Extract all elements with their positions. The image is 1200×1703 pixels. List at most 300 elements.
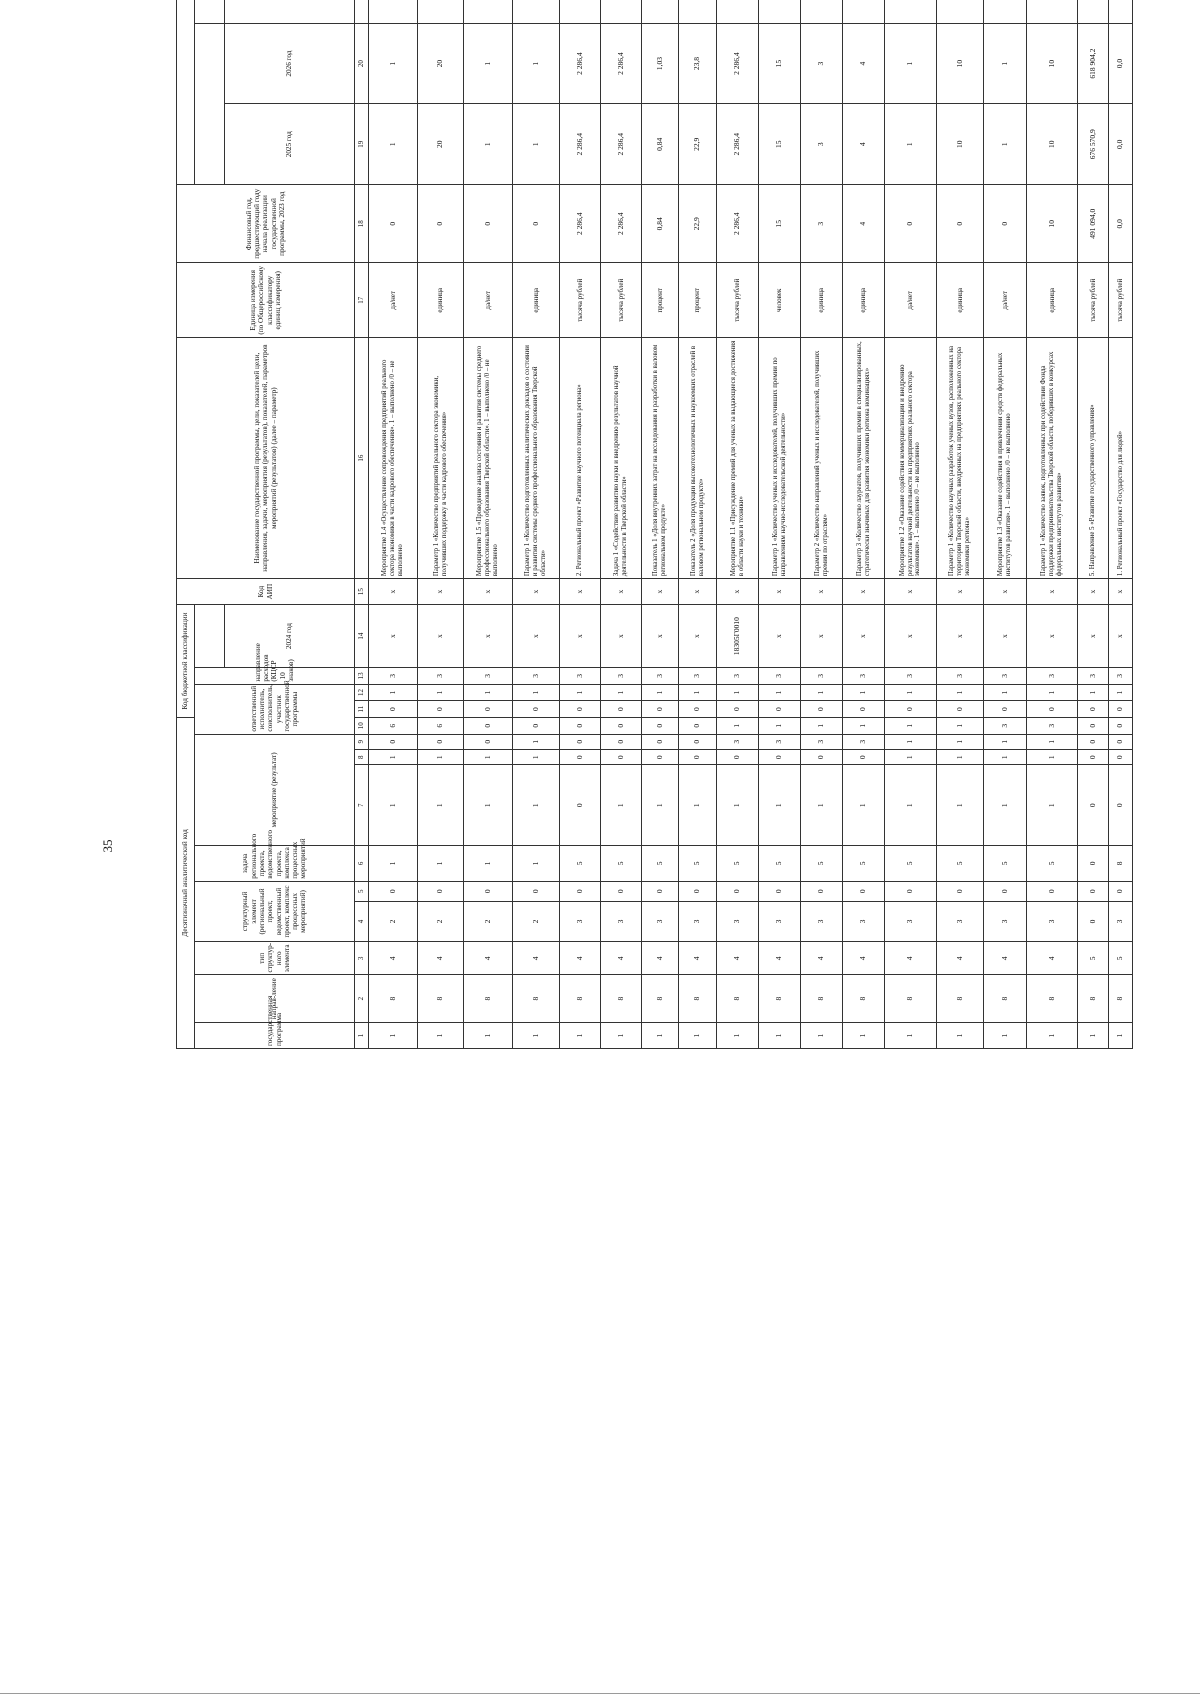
code-cell: 0 — [1109, 765, 1133, 846]
row-name-cell: 2. Региональный проект «Развитие научного потенциала региона» — [560, 338, 601, 579]
code-cell: 3 — [937, 668, 984, 685]
code-cell: 3 — [1027, 717, 1078, 734]
year-value-cell: 1 — [513, 23, 560, 104]
code-cell: 0 — [513, 881, 560, 901]
column-index-cell: 4 — [355, 901, 369, 941]
code-cell: 4 — [601, 942, 642, 975]
code-cell: 0 — [1109, 701, 1133, 718]
code-cell: 0 — [642, 734, 679, 749]
column-index-cell: 1 — [355, 1022, 369, 1048]
code-cell: 0 — [601, 750, 642, 765]
code-cell: 1 — [937, 717, 984, 734]
year-value-cell — [642, 0, 679, 23]
code-cell: 4 — [560, 942, 601, 975]
code-cell: x — [937, 579, 984, 605]
code-cell: 0 — [885, 701, 937, 718]
code-cell: 8 — [679, 975, 717, 1022]
table-row — [984, 0, 1027, 1049]
code-cell: 0 — [679, 701, 717, 718]
code-cell: 3 — [885, 668, 937, 685]
code-cell: 5 — [885, 846, 937, 882]
year-value-cell — [885, 0, 937, 23]
code-cell: x — [1078, 579, 1109, 605]
code-cell: 1 — [717, 765, 759, 846]
row-name-cell: Мероприятие 1.4 «Осуществление сопровождения предприятий реального сектора экономики в части кадрового обеспечения». 1 – выполнено /0 – не выполнено — [369, 338, 418, 579]
base-year-cell: 491 094,0 — [1078, 185, 1109, 263]
code-cell: 1 — [1109, 684, 1133, 701]
code-cell: 0 — [513, 701, 560, 718]
year-value-cell — [418, 0, 464, 23]
year-value-cell: 0,0 — [1109, 23, 1133, 104]
column-index-cell — [355, 0, 369, 23]
year-value-cell: 1 — [464, 23, 513, 104]
analytic-code-header: Десятизначный аналитический код — [177, 717, 195, 1048]
column-index-cell: 8 — [355, 750, 369, 765]
code-cell: 3 — [1109, 901, 1133, 941]
code-cell: 1 — [937, 765, 984, 846]
column-index-cell: 16 — [355, 338, 369, 579]
code-cell: 0 — [801, 881, 843, 901]
code-cell: 18305Г0010 — [717, 605, 759, 668]
code-cell: 3 — [1078, 668, 1109, 685]
code-cell: 1 — [885, 734, 937, 749]
code-cell: 5 — [642, 846, 679, 882]
year-value-cell: 618 904,2 — [1078, 23, 1109, 104]
row-name-cell: Параметр 1 «Количество предприятий реального сектора экономики, получивших поддержку в части кадрового обеспечения» — [418, 338, 464, 579]
code-cell: 1 — [560, 684, 601, 701]
unit-cell: единица — [843, 263, 885, 338]
base-year-header: Финансовый год, предшествующий году начала реализации государственной программы, 2023 год — [177, 185, 355, 263]
unit-cell: тысяча рублей — [717, 263, 759, 338]
code-cell: 5 — [843, 846, 885, 882]
year-value-cell — [759, 0, 801, 23]
column-index-cell: 7 — [355, 765, 369, 846]
code-cell: 8 — [801, 975, 843, 1022]
year-value-cell — [984, 0, 1027, 23]
year-value-cell — [1078, 0, 1109, 23]
column-index-cell: 11 — [355, 701, 369, 718]
column-index-cell: 13 — [355, 668, 369, 685]
code-cell: 0 — [717, 701, 759, 718]
code-cell: 4 — [642, 942, 679, 975]
row-name-cell: Показатель 1 «Доля внутренних затрат на исследования и разработки в валовом региональном продукте» — [642, 338, 679, 579]
unit-cell: тысяча рублей — [560, 263, 601, 338]
code-cell: 4 — [1027, 942, 1078, 975]
code-cell: 1 — [679, 1022, 717, 1048]
column-index-cell: 19 — [355, 104, 369, 185]
code-cell: 1 — [801, 765, 843, 846]
row-name-cell: Мероприятие 1.5 «Проведение анализа состояния и развития системы среднего профессионального образования Тверской области». 1 – выполнено /0 – не выполнено — [464, 338, 513, 579]
code-cell: 1 — [984, 750, 1027, 765]
code-cell: 4 — [464, 942, 513, 975]
code-cell: 1 — [560, 1022, 601, 1048]
code-cell: 3 — [601, 901, 642, 941]
code-cell: 6 — [369, 717, 418, 734]
year-value-cell: 15 — [759, 23, 801, 104]
unit-cell: единица — [513, 263, 560, 338]
code-cell: 1 — [1027, 684, 1078, 701]
code-cell: 0 — [759, 701, 801, 718]
code-cell: 0 — [801, 750, 843, 765]
year-value-cell: 2 286,4 — [717, 104, 759, 185]
row-name-cell: Параметр 2 «Количество направлений ученых и исследователей, получивших премии по отраслям» — [801, 338, 843, 579]
code-cell: 1 — [418, 765, 464, 846]
unit-cell: единица — [801, 263, 843, 338]
measure-header: мероприятие (результат) — [195, 734, 355, 846]
code-cell: 3 — [984, 668, 1027, 685]
base-year-cell: 4 — [843, 185, 885, 263]
code-cell: 2 — [513, 901, 560, 941]
code-cell: 1 — [369, 846, 418, 882]
year-value-cell: 676 570,9 — [1078, 104, 1109, 185]
code-cell: 5 — [984, 846, 1027, 882]
code-cell: x — [885, 579, 937, 605]
table-row — [801, 0, 843, 1049]
table-row — [885, 0, 937, 1049]
code-cell: 3 — [801, 901, 843, 941]
code-cell: 3 — [513, 668, 560, 685]
code-cell: 3 — [759, 734, 801, 749]
table-row — [464, 0, 513, 1049]
aip-code-header: Код АИП — [177, 579, 355, 605]
code-cell: 8 — [418, 975, 464, 1022]
budget-code-header: Код бюджетной классификации — [177, 605, 195, 718]
code-cell: 1 — [513, 846, 560, 882]
code-cell: 8 — [513, 975, 560, 1022]
table-row — [937, 0, 984, 1049]
base-year-cell: 2 286,4 — [717, 185, 759, 263]
code-cell: 0 — [1027, 701, 1078, 718]
year-value-cell: 1 — [369, 104, 418, 185]
code-cell: 0 — [801, 701, 843, 718]
code-cell: 0 — [1078, 881, 1109, 901]
code-cell: 0 — [369, 734, 418, 749]
task-header: задача регионального проекта, ведомственного проекта, комплекса процессных мероприятий — [195, 846, 355, 882]
row-name-cell: Параметр 1 «Количество ученых и исследователей, получивших премии по направлениям научно-исследовательской деятельности» — [759, 338, 801, 579]
year-value-cell: 1 — [885, 23, 937, 104]
code-cell: 0 — [560, 717, 601, 734]
code-cell: 1 — [885, 684, 937, 701]
code-cell: 0 — [1109, 717, 1133, 734]
year-value-cell — [369, 0, 418, 23]
column-index-cell: 17 — [355, 263, 369, 338]
code-cell: 4 — [801, 942, 843, 975]
code-cell: 0 — [560, 701, 601, 718]
code-cell: x — [984, 579, 1027, 605]
table-row — [759, 0, 801, 1049]
name-header: Наименование государственной программы, цели, показателей цели, направления, задачи, мероприятия (результатов), показателей, параметров мероприятий (результатов) (далее – параметр) — [177, 338, 355, 579]
code-cell: 1 — [601, 684, 642, 701]
code-cell: 8 — [759, 975, 801, 1022]
code-cell: x — [801, 579, 843, 605]
year-value-cell — [1027, 0, 1078, 23]
code-cell: 1 — [801, 684, 843, 701]
code-cell: 8 — [717, 975, 759, 1022]
code-cell: 1 — [464, 1022, 513, 1048]
base-year-cell: 15 — [759, 185, 801, 263]
table-row — [369, 0, 418, 1049]
code-cell: 0 — [717, 750, 759, 765]
table-row — [560, 0, 601, 1049]
code-cell: 0 — [560, 881, 601, 901]
code-cell: 3 — [642, 901, 679, 941]
code-cell: 3 — [601, 668, 642, 685]
code-cell: 1 — [885, 1022, 937, 1048]
code-cell: x — [843, 579, 885, 605]
code-cell: 1 — [464, 846, 513, 882]
row-name-cell: 1. Региональный проект «Государство для людей» — [1109, 338, 1133, 579]
code-cell: 0 — [369, 701, 418, 718]
year-value-cell: 1 — [984, 104, 1027, 185]
year-value-cell — [801, 0, 843, 23]
program-table — [176, 0, 1133, 1049]
code-cell: x — [642, 579, 679, 605]
code-cell: 1 — [1078, 684, 1109, 701]
code-cell: 1 — [642, 1022, 679, 1048]
code-cell: 0 — [642, 750, 679, 765]
code-cell: 0 — [984, 701, 1027, 718]
code-cell: 3 — [1109, 668, 1133, 685]
scan-bottom-line — [0, 1693, 1200, 1694]
year-value-cell — [601, 0, 642, 23]
year-value-cell: 2 286,4 — [560, 23, 601, 104]
code-cell: 1 — [679, 765, 717, 846]
code-cell: x — [464, 579, 513, 605]
code-cell: x — [642, 605, 679, 668]
code-cell: 3 — [560, 901, 601, 941]
row-name-cell: 5. Направление 5 «Развитие государственного управления» — [1078, 338, 1109, 579]
base-year-cell: 10 — [1027, 185, 1078, 263]
code-cell: 3 — [801, 668, 843, 685]
code-cell: 1 — [418, 684, 464, 701]
program-header: государственная программа — [195, 1022, 355, 1048]
code-cell: x — [601, 605, 642, 668]
year-value-cell: 10 — [1027, 104, 1078, 185]
unit-cell: да/нет — [369, 263, 418, 338]
code-cell: x — [513, 579, 560, 605]
code-cell: x — [717, 579, 759, 605]
table-row — [717, 0, 759, 1049]
code-cell: 8 — [1109, 975, 1133, 1022]
code-cell: 5 — [560, 846, 601, 882]
year-value-cell: 10 — [937, 23, 984, 104]
code-cell: 4 — [513, 942, 560, 975]
code-cell: 5 — [679, 846, 717, 882]
code-cell: x — [1078, 605, 1109, 668]
code-cell: 3 — [843, 668, 885, 685]
code-cell: 0 — [464, 881, 513, 901]
code-cell: 3 — [464, 668, 513, 685]
code-cell: 3 — [418, 668, 464, 685]
code-cell: x — [418, 579, 464, 605]
code-cell: 0 — [601, 717, 642, 734]
code-cell: 1 — [885, 750, 937, 765]
code-cell: 3 — [369, 668, 418, 685]
base-year-cell: 2 286,4 — [601, 185, 642, 263]
code-cell: 3 — [717, 668, 759, 685]
base-year-cell: 0 — [937, 185, 984, 263]
unit-cell: да/нет — [984, 263, 1027, 338]
code-cell: 8 — [1078, 975, 1109, 1022]
code-cell: 3 — [1027, 901, 1078, 941]
code-cell: 3 — [717, 734, 759, 749]
code-cell: 4 — [418, 942, 464, 975]
code-cell: 0 — [843, 881, 885, 901]
code-cell: 4 — [759, 942, 801, 975]
expense-direction-header: направление расходов (КЦСР 10 знаков) — [195, 668, 355, 685]
structural-element-header: структурный элемент (региональный проект, ведомственный проект, комплекс процессных мероприятий) — [195, 881, 355, 942]
code-cell: 6 — [418, 717, 464, 734]
base-year-cell: 0,84 — [642, 185, 679, 263]
base-year-cell: 3 — [801, 185, 843, 263]
code-cell: x — [560, 579, 601, 605]
code-cell: 4 — [717, 942, 759, 975]
year-value-cell: 2 286,4 — [601, 23, 642, 104]
table-row — [679, 0, 717, 1049]
year-value-cell — [717, 0, 759, 23]
code-cell: 3 — [937, 901, 984, 941]
code-cell: 0 — [843, 701, 885, 718]
years-spacer — [195, 23, 225, 667]
column-index-cell: 9 — [355, 734, 369, 749]
code-cell: 1 — [513, 734, 560, 749]
code-cell: 1 — [418, 1022, 464, 1048]
code-cell: 1 — [843, 765, 885, 846]
year-value-cell: 10 — [937, 104, 984, 185]
code-cell: x — [937, 605, 984, 668]
code-cell: 3 — [843, 734, 885, 749]
code-cell: 0 — [759, 881, 801, 901]
code-cell: 1 — [984, 734, 1027, 749]
code-cell: 0 — [560, 750, 601, 765]
code-cell: 4 — [369, 942, 418, 975]
column-index-cell: 12 — [355, 684, 369, 701]
unit-cell: единица — [1027, 263, 1078, 338]
year-value-cell: 3 — [801, 23, 843, 104]
year-value-cell: 4 — [843, 23, 885, 104]
row-name-cell: Задача 1 «Содействие развитию науки и внедрению результатов научной деятельности в Тверской области» — [601, 338, 642, 579]
year-value-cell: 2 286,4 — [601, 104, 642, 185]
row-name-cell: Параметр 1 «Количество подготовленных аналитических докладов о состоянии и развитии системы среднего профессионального образования Тверской области» — [513, 338, 560, 579]
code-cell: 2 — [464, 901, 513, 941]
code-cell: 1 — [513, 750, 560, 765]
code-cell: 5 — [759, 846, 801, 882]
code-cell: 1 — [1027, 734, 1078, 749]
code-cell: x — [1027, 605, 1078, 668]
code-cell: 1 — [418, 846, 464, 882]
row-name-cell: Мероприятие 1.3 «Оказание содействия в привлечении средств федеральных институтов развития». 1 – выполнено /0 – не выполнено — [984, 338, 1027, 579]
base-year-cell: 0 — [369, 185, 418, 263]
code-cell: 0 — [418, 734, 464, 749]
code-cell: 1 — [759, 1022, 801, 1048]
year-value-cell: 4 — [843, 104, 885, 185]
code-cell: 4 — [885, 942, 937, 975]
code-cell: 1 — [642, 765, 679, 846]
code-cell: 3 — [885, 901, 937, 941]
code-cell: 8 — [937, 975, 984, 1022]
year-value-cell: 10 — [1027, 23, 1078, 104]
year-value-cell: 1 — [464, 104, 513, 185]
code-cell: 1 — [984, 1022, 1027, 1048]
year-value-cell: 1,03 — [642, 23, 679, 104]
code-cell: 0 — [1078, 901, 1109, 941]
code-cell: x — [464, 605, 513, 668]
year-value-cell: 1 — [513, 104, 560, 185]
unit-cell: единица — [418, 263, 464, 338]
code-cell: 0 — [984, 881, 1027, 901]
year-header: 2024 год — [225, 605, 355, 668]
code-cell: 0 — [1078, 701, 1109, 718]
code-cell: 8 — [984, 975, 1027, 1022]
table-row — [642, 0, 679, 1049]
code-cell: 1 — [984, 684, 1027, 701]
base-year-cell: 0 — [513, 185, 560, 263]
code-cell: 0 — [1109, 881, 1133, 901]
code-cell: 3 — [1027, 668, 1078, 685]
code-cell: 3 — [759, 668, 801, 685]
code-cell: 0 — [601, 734, 642, 749]
column-index-row — [355, 0, 369, 1049]
code-cell: 1 — [717, 684, 759, 701]
table-row — [601, 0, 642, 1049]
code-cell: 4 — [984, 942, 1027, 975]
code-cell: 1 — [642, 684, 679, 701]
code-cell: x — [1109, 605, 1133, 668]
row-name-cell: Мероприятие 1.2 «Оказание содействия коммерциализации и внедрению результатов научной деятельности на предприятиях реального сектора экономики». 1 – выполнено /0 – не выполнено — [885, 338, 937, 579]
unit-header: Единица измерения (по Общероссийскому классификатору единиц измерения) — [177, 263, 355, 338]
code-cell: 0 — [679, 734, 717, 749]
code-cell: 1 — [513, 1022, 560, 1048]
code-cell: 0 — [1109, 750, 1133, 765]
code-cell: 1 — [601, 765, 642, 846]
base-year-cell: 22,9 — [679, 185, 717, 263]
unit-cell: тысяча рублей — [1109, 263, 1133, 338]
code-cell: 3 — [984, 901, 1027, 941]
column-index-cell: 20 — [355, 23, 369, 104]
code-cell: 0 — [679, 750, 717, 765]
code-cell: 3 — [679, 668, 717, 685]
code-cell: 8 — [642, 975, 679, 1022]
table-row — [843, 0, 885, 1049]
code-cell: 0 — [464, 701, 513, 718]
code-cell: 1 — [759, 765, 801, 846]
base-year-cell: 0 — [418, 185, 464, 263]
code-cell: 0 — [717, 881, 759, 901]
executor-header: ответственный исполнитель, соисполнитель, участник государственной программы — [195, 684, 355, 734]
column-index-cell: 6 — [355, 846, 369, 882]
code-cell: 3 — [759, 901, 801, 941]
code-cell: 0 — [843, 750, 885, 765]
code-cell: 8 — [560, 975, 601, 1022]
code-cell: 1 — [759, 684, 801, 701]
code-cell: x — [601, 579, 642, 605]
code-cell: 0 — [560, 734, 601, 749]
code-cell: x — [369, 579, 418, 605]
code-cell: 1 — [717, 717, 759, 734]
code-cell: 1 — [801, 717, 843, 734]
code-cell: 1 — [843, 717, 885, 734]
column-index-cell: 10 — [355, 717, 369, 734]
year-value-cell: 0,0 — [1109, 104, 1133, 185]
code-cell: 8 — [843, 975, 885, 1022]
table-row — [1078, 0, 1109, 1049]
code-cell: 1 — [369, 750, 418, 765]
rotated-sheet — [176, 0, 1125, 1049]
base-year-cell: 2 286,4 — [560, 185, 601, 263]
code-cell: 1 — [937, 750, 984, 765]
year-value-cell: 20 — [418, 104, 464, 185]
code-cell: x — [1027, 579, 1078, 605]
